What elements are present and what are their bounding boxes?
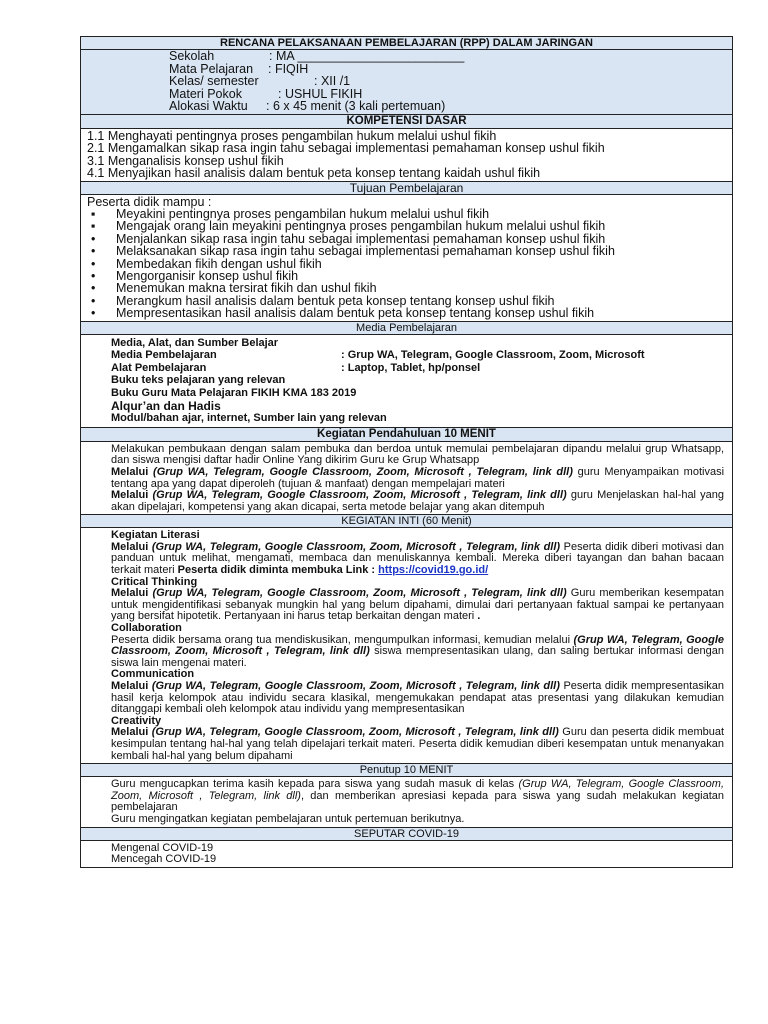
inti-heading: KEGIATAN INTI (60 Menit) [81,515,732,528]
penutup-thanks: Guru mengucapkan terima kasih kepada para siswa yang sudah masuk di kelas (Grup WA, Telegram, Google Classroom, Zoom, Microsoft , Telegram, link dll), dan memberikan apresiasi kepada para siswa yang sudah melakukan kegiatan pembelajaran [111,778,725,814]
tujuan-item: ▪ Mengajak orang lain meyakini pentingnya proses pengambilan hukum melalui ushul fikih [91,219,606,234]
pendahuluan-opening: Melakukan pembukaan dengan salam pembuka dan berdoa untuk memulai pembelajaran dipandu melalui grup Whatsapp, dan siswa mengisi daftar hadir Online Yang dikirim Guru ke Grup Whatsapp [111,442,724,467]
source-item: Buku Guru Mata Pelajaran FIKIH KMA 183 2019 [111,386,357,399]
critical-title: Critical Thinking [111,575,198,588]
covid-item: Mengenal COVID-19 [111,841,214,854]
tujuan-item: • Mengorganisir konsep ushul fikih [91,268,299,283]
document-title: RENCANA PELAKSANAAN PEMBELAJARAN (RPP) DALAM JARINGAN [81,37,732,50]
covid-heading: SEPUTAR COVID-19 [81,828,732,841]
penutup-block [81,777,732,827]
tujuan-item: • Melaksanakan sikap rasa ingin tahu sebagai implementasi pemahaman konsep ushul fikih [91,244,615,259]
creat-title: Creativity [111,714,162,727]
creat-text: Melalui (Grup WA, Telegram, Google Classroom, Zoom, Microsoft , Telegram, link dll) Guru dan peserta didik membuat kesimpulan tentang hal-hal yang telah dipelajari terkait materi. Peserta didik kemudian diberi kesempatan untuk menanyakan kembali hal-hal yang belum dipahami [111,726,725,762]
collab-title: Collaboration [111,622,182,635]
comm-text: Melalui (Grup WA, Telegram, Google Classroom, Zoom, Microsoft , Telegram, link dll) Peserta didik mempresentasikan hasil kerja kelompok atau individu secara klasikal, mengemukakan pendapat atas presentasi yang dilakukan kemudian ditanggapi kembali oleh kelompok atau individu yang mempresentasikan [111,680,725,716]
tujuan-item: • Merangkum hasil analisis dalam bentuk peta konsep tentang konsep ushul fikih [91,293,555,308]
literasi-title: Kegiatan Literasi [111,529,200,542]
media-subheading: Media, Alat, dan Sumber Belajar [111,336,279,349]
kompetensi-heading: KOMPETENSI DASAR [81,115,732,129]
identity-row-topic: Materi Pokok : USHUL FIKIH [169,86,363,101]
pendahuluan-explanation: Melalui (Grup WA, Telegram, Google Classroom, Zoom, Microsoft , Telegram, link dll) guru Menjelaskan hal-hal yang akan dipelajari, kompetensi yang akan dicapai, serta metode belajar yang akan ditempuh [111,489,725,513]
media-heading: Media Pembelajaran [81,322,732,335]
covid-link[interactable]: https://covid19.go.id/ [378,564,489,577]
covid-block [81,841,732,867]
covid-item: Mencegah COVID-19 [111,853,217,866]
identity-block [81,50,732,115]
penutup-reminder: Guru mengingatkan kegiatan pembelajaran untuk pertemuan berikutnya. [111,812,465,825]
rpp-document [80,36,733,868]
tujuan-item: • Membedakan fikih dengan ushul fikih [91,256,322,271]
identity-row-time: Alokasi Waktu : 6 x 45 menit (3 kali pertemuan) [169,99,446,113]
tujuan-item: • Menemukan makna tersirat fikih dan ushul fikih [91,281,377,296]
tujuan-intro: Peserta didik mampu : [87,194,212,209]
inti-block [81,528,732,764]
identity-row-school: Sekolah : MA ________________________ [169,49,465,63]
kompetensi-item: 1.1 Menghayati pentingnya proses pengambilan hukum melalui ushul fikih [87,128,497,143]
identity-row-subject: Mata Pelajaran : FIQIH [169,61,309,76]
pendahuluan-heading: Kegiatan Pendahuluan 10 MENIT [81,428,732,442]
collab-text: Peserta didik bersama orang tua mendiskusikan, mengumpulkan informasi, kemudian melalui (Grup WA, Telegram, Google Classroom, Zoom, Microsoft , Telegram, link dll) siswa mempresentasikan ulang, dan saling bertukar informasi dengan siswa lain mengenai materi. [111,633,725,669]
source-item: Buku teks pelajaran yang relevan [111,374,286,387]
kompetensi-list [81,129,732,182]
kompetensi-item: 4.1 Menyajikan hasil analisis dalam bentuk peta konsep tentang kaidah ushul fikih [87,166,541,180]
pendahuluan-motivation: Melalui (Grup WA, Telegram, Google Classroom, Zoom, Microsoft , Telegram, link dll) guru Menyampaikan motivasi tentang apa yang dapat diperoleh (tujuan & manfaat) dengan mempelajari materi [111,465,725,490]
tujuan-item: ▪ Meyakini pentingnya proses pengambilan hukum melalui ushul fikih [91,206,490,221]
media-block [81,335,732,428]
tujuan-item: • Menjalankan sikap rasa ingin tahu sebagai implementasi pemahaman konsep ushul fikih [91,231,606,246]
literasi-text: Melalui (Grup WA, Telegram, Google Classroom, Zoom, Microsoft , Telegram, link dll) Peserta didik diberi motivasi dan panduan untuk melihat, mengamati, membaca dan menuliskannya kembali. Mereka diberi tayangan dan bahan bacaan terkait materi Peserta didik diminta membuka Link : https://covid19.go.id/ [111,540,724,577]
alat-row: Alat Pembelajaran : Laptop, Tablet, hp/ponsel [111,361,481,374]
pendahuluan-block [81,442,732,516]
tujuan-item: • Mempresentasikan hasil analisis dalam bentuk peta konsep tentang konsep ushul fikih [91,306,595,321]
tujuan-list [81,195,732,322]
penutup-heading: Penutup 10 MENIT [81,764,732,777]
media-row: Media Pembelajaran : Grup WA, Telegram, Google Classroom, Zoom, Microsoft [111,349,645,362]
tujuan-heading: Tujuan Pembelajaran [81,182,732,195]
identity-row-class: Kelas/ semester : XII /1 [169,74,351,88]
kompetensi-item: 2.1 Mengamalkan sikap rasa ingin tahu sebagai implementasi pemahaman konsep ushul fikih [87,141,605,155]
source-item: Alqur’an dan Hadis [111,398,221,413]
critical-text: Melalui (Grup WA, Telegram, Google Classroom, Zoom, Microsoft , Telegram, link dll) Guru memberikan kesempatan untuk mengidentifikasi sebanyak mungkin hal yang belum dipahami, dimulai dari pertanyaan faktual sampai ke pertanyaan yang bersifat hipotetik. Pertanyaan ini harus tetap berkaitan dengan materi . [111,587,724,623]
kompetensi-item: 3.1 Menganalisis konsep ushul fikih [87,153,284,168]
comm-title: Communication [111,668,195,681]
source-item: Modul/bahan ajar, internet, Sumber lain yang relevan [111,412,387,425]
